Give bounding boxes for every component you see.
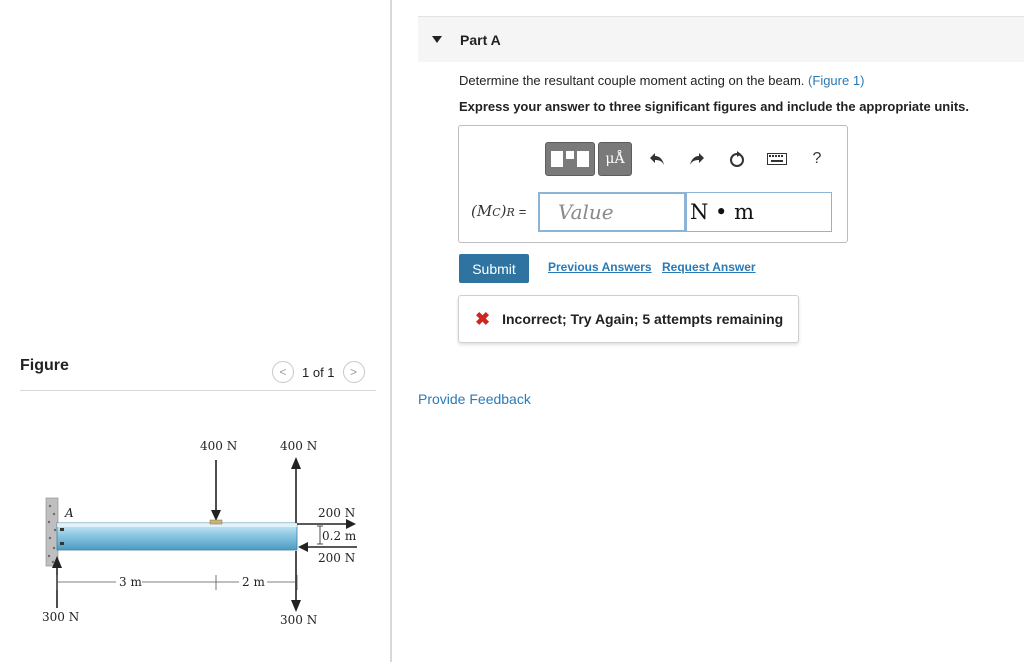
redo-icon[interactable] — [682, 144, 712, 174]
dimension-label-3m: 3 m — [119, 575, 142, 589]
submit-button[interactable]: Submit — [459, 254, 529, 283]
help-button[interactable]: ? — [812, 150, 822, 167]
force-label-200-upper: 200 N — [318, 506, 356, 520]
reset-icon[interactable] — [722, 144, 752, 174]
feedback-text: Incorrect; Try Again; 5 attempts remaining — [502, 311, 784, 327]
force-label-300-left: 300 N — [42, 610, 80, 624]
value-input[interactable] — [538, 192, 686, 232]
collapse-caret-icon[interactable] — [432, 36, 442, 43]
incorrect-x-icon: ✖ — [475, 308, 491, 329]
units-field[interactable]: N • m — [686, 192, 832, 232]
answer-instructions: Express your answer to three significant figures and include the appropriate units. — [459, 99, 969, 114]
label-sub-c: C — [492, 206, 501, 219]
beam-diagram — [30, 420, 370, 640]
prev-figure-button[interactable]: < — [272, 361, 294, 383]
figure-pager — [272, 360, 365, 384]
panel-divider — [390, 0, 392, 662]
keyboard-icon[interactable] — [762, 144, 792, 174]
answer-variable-label — [471, 202, 526, 220]
figure-page-indicator: 1 of 1 — [302, 364, 335, 380]
previous-answers-link[interactable]: Previous Answers — [548, 260, 652, 274]
part-title: Part A — [460, 31, 501, 48]
dimension-label-02m: 0.2 m — [322, 529, 357, 543]
templates-icon — [551, 151, 589, 167]
wall-support — [46, 498, 58, 566]
dimension-label-2m: 2 m — [242, 575, 265, 589]
figure-link-wrap — [808, 73, 864, 88]
force-label-200-lower: 200 N — [318, 551, 356, 565]
math-toolbar — [545, 142, 832, 176]
request-answer-link[interactable]: Request Answer — [662, 260, 756, 274]
question-text — [459, 73, 864, 88]
units-symbol-button[interactable]: μÅ — [598, 142, 632, 176]
figure-link[interactable]: (Figure 1) — [808, 73, 865, 88]
label-equals: = — [518, 204, 527, 219]
next-figure-button[interactable]: > — [343, 361, 365, 383]
point-a-label: A — [65, 506, 74, 520]
force-label-300-right: 300 N — [280, 613, 318, 627]
undo-icon[interactable] — [642, 144, 672, 174]
label-main: (M — [471, 202, 493, 220]
answer-entry-box — [458, 125, 848, 243]
provide-feedback-link[interactable]: Provide Feedback — [418, 391, 531, 407]
beam — [57, 523, 297, 550]
label-close: ) — [500, 202, 507, 220]
force-label-400-up: 400 N — [280, 439, 318, 453]
part-a-header[interactable] — [418, 16, 1024, 62]
feedback-message-box — [458, 295, 799, 343]
figure-divider — [20, 390, 376, 391]
question-body: Determine the resultant couple moment acting on the beam. — [459, 73, 805, 88]
figure-title: Figure — [20, 357, 69, 374]
label-sub-r: R — [506, 206, 515, 219]
templates-button[interactable] — [545, 142, 595, 176]
force-label-400-down: 400 N — [200, 439, 238, 453]
